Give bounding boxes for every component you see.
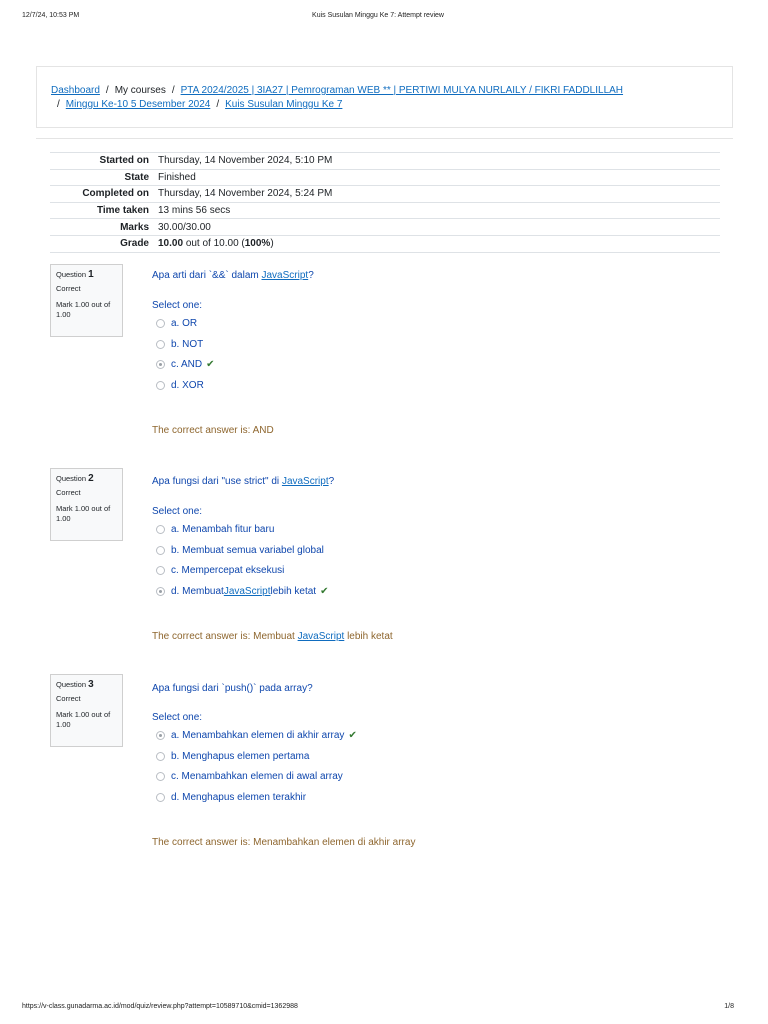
answer-option-b[interactable]: b. NOT: [156, 339, 215, 360]
summary-row-state: [50, 169, 720, 186]
summary-label: Grade: [120, 238, 149, 250]
check-icon: ✔: [348, 730, 357, 741]
print-url: https://v-class.gunadarma.ac.id/mod/quiz/review.php?attempt=10589710&cmid=1362988: [22, 1003, 298, 1010]
summary-value: Thursday, 14 November 2024, 5:10 PM: [158, 155, 333, 167]
print-date: 12/7/24, 10:53 PM: [22, 12, 80, 19]
breadcrumb-separator: /: [171, 85, 175, 96]
summary-label: Completed on: [82, 188, 149, 200]
breadcrumb-card: [36, 66, 733, 128]
answer-options: [156, 524, 328, 606]
question-mark: Mark 1.00 out of 1.00: [56, 710, 111, 729]
summary-row-completed: [50, 186, 720, 203]
print-title: Kuis Susulan Minggu Ke 7: Attempt review: [312, 12, 444, 19]
radio-button[interactable]: [156, 319, 165, 328]
radio-button[interactable]: [156, 566, 165, 575]
correct-answer-feedback: The correct answer is: AND: [152, 425, 274, 436]
question-text: Apa fungsi dari "use strict" di JavaScript?: [152, 476, 335, 487]
answer-options: [156, 730, 357, 812]
grade-score: 10.00: [158, 238, 184, 250]
summary-value: Finished: [158, 171, 196, 183]
radio-button[interactable]: [156, 793, 165, 802]
summary-value: 10.00 out of 10.00 (100%): [158, 238, 274, 250]
summary-label: State: [124, 171, 149, 183]
radio-button-selected[interactable]: [156, 587, 165, 596]
answer-option-b[interactable]: b. Menghapus elemen pertama: [156, 751, 357, 772]
summary-value: Thursday, 14 November 2024, 5:24 PM: [158, 188, 333, 200]
answer-option-b[interactable]: b. Membuat semua variabel global: [156, 545, 328, 566]
radio-button-selected[interactable]: [156, 360, 165, 369]
grade-out-of: out of 10.00: [185, 238, 239, 250]
summary-row-grade: [50, 235, 720, 252]
javascript-link[interactable]: JavaScript: [297, 631, 345, 642]
answer-option-d[interactable]: d. Membuat JavaScript lebih ketat ✔: [156, 586, 328, 607]
javascript-link[interactable]: JavaScript: [281, 476, 329, 487]
question-number: Question 3: [56, 679, 94, 690]
radio-button[interactable]: [156, 381, 165, 390]
answer-option-a[interactable]: a. OR: [156, 318, 215, 339]
answer-option-a[interactable]: a. Menambahkan elemen di akhir array ✔: [156, 730, 357, 751]
radio-button[interactable]: [156, 772, 165, 781]
print-page-number: 1/8: [724, 1003, 734, 1010]
summary-label: Started on: [99, 155, 149, 167]
check-icon: ✔: [206, 359, 215, 370]
breadcrumb-course-link[interactable]: PTA 2024/2025 | 3IA27 | Pemrograman WEB ** | PERTIWI MULYA NURLAILY / FIKRI FADDLILLAH: [180, 85, 624, 96]
summary-label: Marks: [120, 221, 149, 233]
answer-option-c[interactable]: c. AND ✔: [156, 359, 215, 380]
question-info-box: [50, 264, 123, 337]
grade-percent: 100%: [244, 238, 271, 250]
summary-value: 30.00/30.00: [158, 221, 211, 233]
breadcrumb-dashboard-link[interactable]: Dashboard: [51, 85, 100, 96]
breadcrumb-week-link[interactable]: Minggu Ke-10 5 Desember 2024: [65, 99, 211, 110]
question-mark: Mark 1.00 out of 1.00: [56, 300, 111, 319]
breadcrumb-quiz-link[interactable]: Kuis Susulan Minggu Ke 7: [225, 99, 343, 110]
answer-option-c[interactable]: c. Mempercepat eksekusi: [156, 565, 328, 586]
radio-button[interactable]: [156, 546, 165, 555]
question-state: Correct: [56, 694, 81, 703]
select-one-prompt: Select one:: [152, 300, 203, 311]
select-one-prompt: Select one:: [152, 712, 203, 723]
breadcrumb-my-courses: My courses: [114, 85, 166, 96]
correct-answer-feedback: The correct answer is: Menambahkan elemen di akhir array: [152, 837, 416, 848]
radio-button[interactable]: [156, 340, 165, 349]
breadcrumb-separator: /: [216, 99, 220, 110]
main-region: [36, 138, 733, 1000]
correct-answer-feedback: The correct answer is: Membuat JavaScript lebih ketat: [152, 631, 393, 642]
question-state: Correct: [56, 488, 81, 497]
breadcrumb: [51, 84, 711, 112]
question-info-box: [50, 468, 123, 541]
question-text: Apa arti dari `&&` dalam JavaScript?: [152, 270, 314, 281]
question-state: Correct: [56, 284, 81, 293]
check-icon: ✔: [320, 585, 329, 597]
summary-row-marks: [50, 219, 720, 236]
question-mark: Mark 1.00 out of 1.00: [56, 504, 111, 523]
answer-option-a[interactable]: a. Menambah fitur baru: [156, 524, 328, 545]
breadcrumb-separator: /: [57, 99, 60, 110]
radio-button[interactable]: [156, 525, 165, 534]
answer-option-d[interactable]: d. Menghapus elemen terakhir: [156, 792, 357, 813]
summary-row-started: [50, 153, 720, 170]
question-info-box: [50, 674, 123, 747]
answer-options: [156, 318, 215, 400]
question-number: Question 1: [56, 269, 94, 280]
javascript-link[interactable]: JavaScript: [261, 270, 309, 281]
answer-option-c[interactable]: c. Menambahkan elemen di awal array: [156, 771, 357, 792]
radio-button[interactable]: [156, 752, 165, 761]
question-number: Question 2: [56, 473, 94, 484]
question-text: Apa fungsi dari `push()` pada array?: [152, 683, 313, 694]
attempt-summary-table: [50, 152, 720, 253]
radio-button-selected[interactable]: [156, 731, 165, 740]
javascript-link[interactable]: JavaScript: [223, 585, 271, 597]
summary-label: Time taken: [96, 205, 149, 217]
summary-value: 13 mins 56 secs: [158, 205, 231, 217]
answer-option-d[interactable]: d. XOR: [156, 380, 215, 401]
select-one-prompt: Select one:: [152, 506, 203, 517]
summary-row-time-taken: [50, 202, 720, 219]
breadcrumb-separator: /: [105, 85, 109, 96]
